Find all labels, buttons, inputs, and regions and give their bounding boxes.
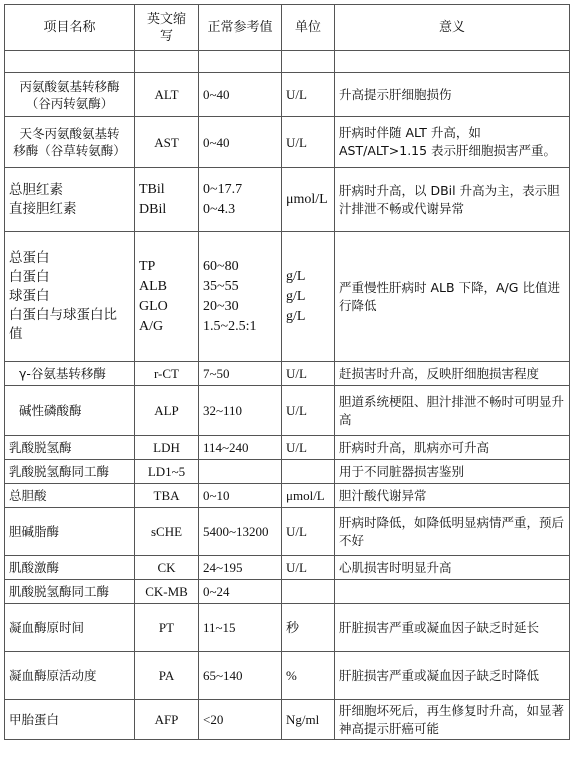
table-row bbox=[5, 362, 570, 386]
item-abbr bbox=[135, 508, 199, 556]
item-unit bbox=[282, 168, 335, 232]
item-abbr-line: TBA bbox=[153, 488, 180, 503]
item-range bbox=[199, 386, 282, 436]
item-abbr-line: PT bbox=[158, 620, 175, 635]
item-abbr bbox=[135, 580, 199, 604]
item-name bbox=[5, 604, 135, 652]
item-unit-line: g/L bbox=[286, 268, 306, 284]
item-name-line: 凝血酶原活动度 bbox=[9, 668, 97, 683]
item-unit-line: U/L bbox=[286, 560, 307, 575]
item-abbr-line: AST bbox=[154, 134, 179, 150]
item-name-line: 甲胎蛋白 bbox=[9, 712, 60, 727]
item-abbr bbox=[135, 604, 199, 652]
table-row bbox=[5, 73, 570, 117]
header-abbr bbox=[135, 5, 199, 51]
item-unit bbox=[282, 232, 335, 362]
table-row bbox=[5, 117, 570, 168]
item-range bbox=[199, 232, 282, 362]
spacer-cell bbox=[135, 51, 199, 73]
item-abbr bbox=[135, 460, 199, 484]
item-name bbox=[5, 168, 135, 232]
item-abbr bbox=[135, 117, 199, 168]
item-range-line: 11~15 bbox=[203, 620, 236, 635]
item-unit bbox=[282, 700, 335, 740]
item-meaning: 肝病时伴随 ALT 升高，如 AST/ALT>1.15 表示肝细胞损害严重。 bbox=[335, 117, 570, 168]
item-abbr bbox=[135, 73, 199, 117]
spacer-row bbox=[5, 51, 570, 73]
item-range-line: 20~30 bbox=[203, 298, 239, 314]
item-range-line: 0~17.7 bbox=[203, 181, 243, 197]
table-row bbox=[5, 700, 570, 740]
item-meaning: 用于不同脏器损害鉴别 bbox=[335, 460, 570, 484]
item-meaning: 肝脏损害严重或凝血因子缺乏时降低 bbox=[335, 652, 570, 700]
item-name bbox=[5, 652, 135, 700]
item-name bbox=[5, 362, 135, 386]
item-range-line: 35~55 bbox=[203, 278, 239, 294]
table-row bbox=[5, 386, 570, 436]
item-unit bbox=[282, 508, 335, 556]
item-unit bbox=[282, 484, 335, 508]
item-unit bbox=[282, 386, 335, 436]
item-name bbox=[5, 580, 135, 604]
item-range-line: 114~240 bbox=[203, 440, 249, 455]
table-row bbox=[5, 232, 570, 362]
item-abbr-line: CK bbox=[157, 560, 176, 575]
item-range bbox=[199, 580, 282, 604]
item-meaning: 肝细胞坏死后，再生修复时升高，如显著神高提示肝癌可能 bbox=[335, 700, 570, 740]
item-meaning: 严重慢性肝病时 ALB 下降，A/G 比值进行降低 bbox=[335, 232, 570, 362]
item-range-line: 0~10 bbox=[203, 488, 230, 503]
item-range-line: 60~80 bbox=[203, 258, 239, 274]
item-range-line: 24~195 bbox=[203, 560, 243, 575]
item-abbr-line: A/G bbox=[139, 318, 164, 334]
spacer-cell bbox=[199, 51, 282, 73]
item-name-line: 移酶（谷草转氨酶） bbox=[13, 143, 126, 158]
item-abbr-line: LDH bbox=[153, 440, 180, 455]
header-meaning: 意义 bbox=[335, 5, 570, 51]
spacer-cell bbox=[5, 51, 135, 73]
table-row bbox=[5, 168, 570, 232]
item-abbr-line: ALT bbox=[154, 87, 179, 102]
item-unit bbox=[282, 556, 335, 580]
item-abbr-line: GLO bbox=[139, 298, 168, 314]
table-row bbox=[5, 508, 570, 556]
item-range-line: <20 bbox=[203, 712, 224, 727]
item-abbr bbox=[135, 362, 199, 386]
item-abbr bbox=[135, 556, 199, 580]
item-name bbox=[5, 232, 135, 362]
item-meaning: 升高提示肝细胞损伤 bbox=[335, 73, 570, 117]
item-name-line: 凝血酶原时间 bbox=[9, 620, 85, 635]
item-name-line: 丙氨酸氨基转移酶 bbox=[19, 78, 120, 94]
item-name-line: 球蛋白 bbox=[9, 288, 50, 304]
item-abbr-line: AFP bbox=[154, 712, 179, 727]
item-unit-line: U/L bbox=[286, 440, 307, 455]
item-name bbox=[5, 556, 135, 580]
item-abbr-line: TBil bbox=[139, 181, 165, 197]
item-unit bbox=[282, 73, 335, 117]
header-row bbox=[5, 5, 570, 51]
item-range-line: 65~140 bbox=[203, 668, 243, 683]
table-row bbox=[5, 484, 570, 508]
item-name-line: 胆碱脂酶 bbox=[9, 524, 60, 539]
item-range bbox=[199, 436, 282, 460]
item-unit bbox=[282, 652, 335, 700]
item-meaning: 肝病时升高，以 DBil 升高为主，表示胆汁排泄不畅或代谢异常 bbox=[335, 168, 570, 232]
table-row bbox=[5, 652, 570, 700]
item-range bbox=[199, 362, 282, 386]
item-unit-line: g/L bbox=[286, 288, 306, 304]
item-range-line: 0~4.3 bbox=[203, 201, 236, 217]
item-abbr-line: DBil bbox=[139, 201, 167, 217]
item-name-line: （谷丙转氨酶） bbox=[25, 95, 114, 111]
item-abbr bbox=[135, 436, 199, 460]
header-range: 正常参考值 bbox=[199, 5, 282, 51]
item-unit-line: U/L bbox=[286, 366, 307, 381]
item-meaning: 赶损害时升高，反映肝细胞损害程度 bbox=[335, 362, 570, 386]
item-range-line: 0~40 bbox=[203, 134, 230, 150]
item-range-line: 5400~13200 bbox=[203, 524, 269, 539]
item-meaning bbox=[335, 580, 570, 604]
item-abbr-line: ALP bbox=[154, 403, 179, 418]
item-name-line: 总胆酸 bbox=[9, 488, 47, 503]
item-range-line: 1.5~2.5:1 bbox=[203, 318, 257, 334]
item-range bbox=[199, 556, 282, 580]
table-row bbox=[5, 580, 570, 604]
item-unit-line: % bbox=[286, 668, 297, 683]
item-name-line: 值 bbox=[9, 326, 23, 342]
header-unit: 单位 bbox=[282, 5, 335, 51]
header-abbr-line2: 写 bbox=[159, 28, 173, 44]
item-name-line: 白蛋白与球蛋白比 bbox=[9, 307, 117, 323]
item-meaning: 肝脏损害严重或凝血因子缺乏时延长 bbox=[335, 604, 570, 652]
table-row bbox=[5, 604, 570, 652]
item-unit bbox=[282, 604, 335, 652]
item-range bbox=[199, 700, 282, 740]
item-abbr bbox=[135, 652, 199, 700]
item-meaning: 胆汁酸代谢异常 bbox=[335, 484, 570, 508]
item-range bbox=[199, 73, 282, 117]
item-unit bbox=[282, 117, 335, 168]
item-unit-line: U/L bbox=[286, 134, 307, 150]
item-unit bbox=[282, 436, 335, 460]
item-unit-line: Ng/ml bbox=[286, 712, 320, 727]
item-range-line: 32~110 bbox=[203, 403, 243, 418]
spacer-cell bbox=[335, 51, 570, 73]
item-abbr-line: ALB bbox=[139, 278, 167, 294]
item-name-line: 乳酸脱氢酶 bbox=[9, 440, 72, 455]
item-abbr bbox=[135, 386, 199, 436]
item-abbr-line: CK-MB bbox=[145, 584, 188, 599]
item-unit bbox=[282, 580, 335, 604]
item-name-line: γ-谷氨基转移酶 bbox=[19, 366, 106, 381]
item-abbr-line: TP bbox=[139, 258, 156, 274]
item-unit-line: μmol/L bbox=[286, 191, 328, 207]
item-name bbox=[5, 73, 135, 117]
item-unit-line: U/L bbox=[286, 524, 307, 539]
item-abbr bbox=[135, 232, 199, 362]
item-name-line: 碱性磷酸酶 bbox=[19, 403, 82, 418]
item-unit-line: U/L bbox=[286, 87, 307, 102]
item-name-line: 肌酸激酶 bbox=[9, 560, 60, 575]
item-unit bbox=[282, 460, 335, 484]
item-name-line: 乳酸脱氢酶同工酶 bbox=[9, 464, 110, 479]
item-name bbox=[5, 436, 135, 460]
item-range bbox=[199, 604, 282, 652]
item-name-line: 直接胆红素 bbox=[9, 200, 77, 217]
item-unit bbox=[282, 362, 335, 386]
item-meaning: 胆道系统梗阻、胆汁排泄不畅时可明显升高 bbox=[335, 386, 570, 436]
item-range bbox=[199, 484, 282, 508]
item-abbr-line: sCHE bbox=[150, 524, 183, 539]
item-range bbox=[199, 117, 282, 168]
item-abbr-line: r-CT bbox=[153, 366, 179, 381]
item-abbr bbox=[135, 700, 199, 740]
spacer-cell bbox=[282, 51, 335, 73]
item-name bbox=[5, 117, 135, 168]
item-name-line: 总胆红素 bbox=[9, 181, 63, 198]
header-abbr-line1: 英文缩 bbox=[146, 11, 186, 27]
item-range-line: 0~24 bbox=[203, 584, 230, 599]
item-range bbox=[199, 508, 282, 556]
item-abbr bbox=[135, 484, 199, 508]
lab-reference-table bbox=[4, 4, 570, 740]
item-name-line: 总蛋白 bbox=[9, 250, 50, 266]
item-range bbox=[199, 460, 282, 484]
item-abbr-line: PA bbox=[158, 668, 175, 683]
item-name bbox=[5, 700, 135, 740]
table-row bbox=[5, 436, 570, 460]
item-name-line: 天冬丙氨酸氨基转 bbox=[19, 126, 120, 141]
item-abbr bbox=[135, 168, 199, 232]
item-meaning: 肝病时降低，如降低明显病情严重，预后不好 bbox=[335, 508, 570, 556]
table-row bbox=[5, 460, 570, 484]
item-name bbox=[5, 386, 135, 436]
item-range-line: 0~40 bbox=[203, 87, 230, 102]
table-row bbox=[5, 556, 570, 580]
item-range-line: 7~50 bbox=[203, 366, 230, 381]
item-name bbox=[5, 508, 135, 556]
item-unit-line: 秒 bbox=[286, 620, 300, 635]
item-unit-line: μmol/L bbox=[286, 488, 325, 503]
item-range bbox=[199, 652, 282, 700]
item-name bbox=[5, 460, 135, 484]
item-abbr-line: LD1~5 bbox=[147, 464, 186, 479]
item-meaning: 心肌损害时明显升高 bbox=[335, 556, 570, 580]
item-unit-line: g/L bbox=[286, 308, 306, 324]
item-name-line: 白蛋白 bbox=[9, 269, 50, 285]
item-name bbox=[5, 484, 135, 508]
header-name: 项目名称 bbox=[5, 5, 135, 51]
table-body bbox=[5, 73, 570, 740]
item-unit-line: U/L bbox=[286, 403, 307, 418]
item-meaning: 肝病时升高，肌病亦可升高 bbox=[335, 436, 570, 460]
item-name-line: 肌酸脱氢酶同工酶 bbox=[9, 584, 110, 599]
item-range bbox=[199, 168, 282, 232]
